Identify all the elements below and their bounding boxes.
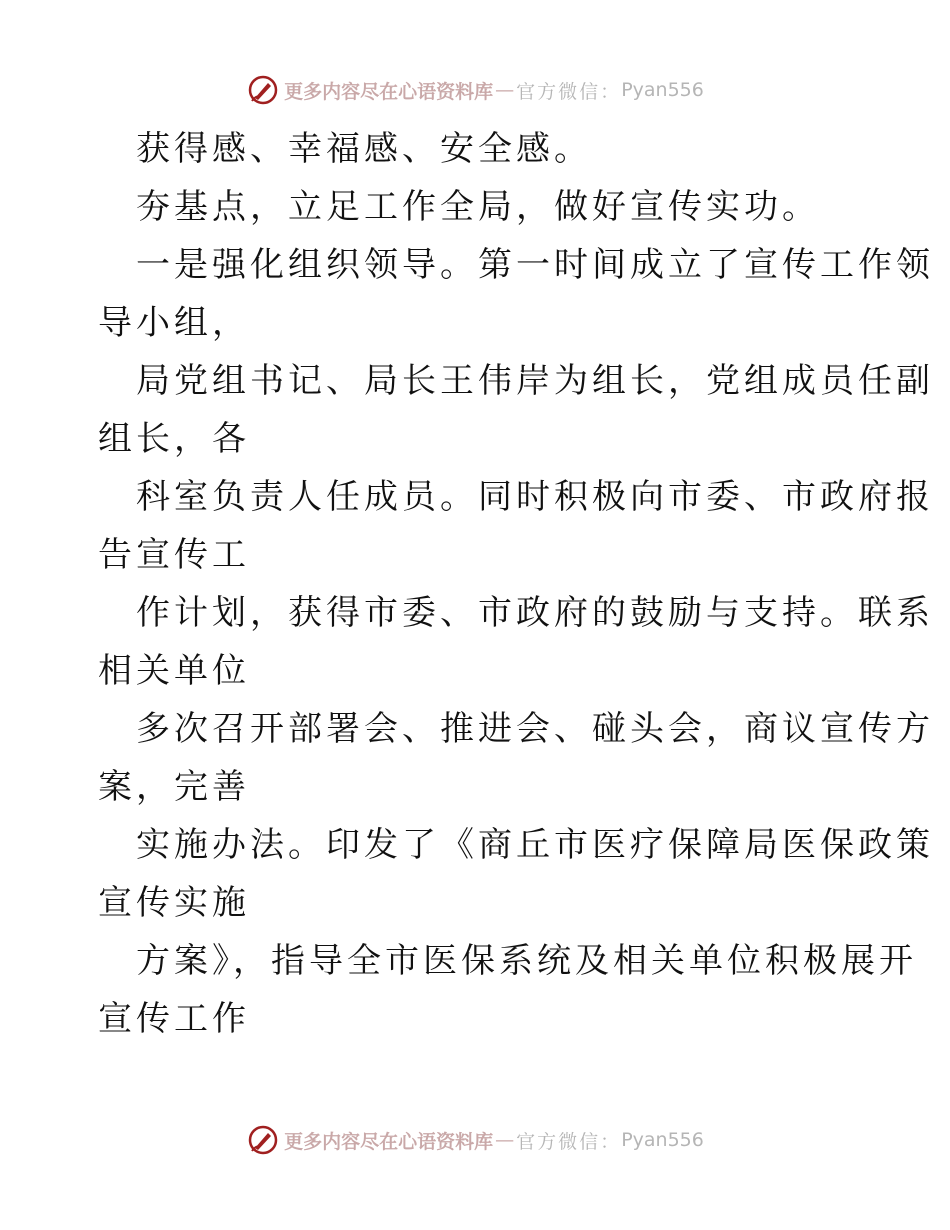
header-watermark: [0, 70, 950, 110]
watermark-dash: —: [495, 79, 515, 101]
document-body: [98, 120, 934, 1048]
paragraph-line: 夯基点，立足工作全局，做好宣传实功。: [136, 187, 820, 227]
paragraph-line: 方案》，指导全市医保系统及相关单位积极展开: [136, 941, 917, 981]
paragraph-line: 组长，各: [98, 419, 250, 459]
paragraph-line: 告宣传工: [98, 535, 250, 575]
watermark-main-text: 更多内容尽在心语资料库: [284, 1130, 494, 1153]
watermark-dash: —: [495, 1129, 515, 1151]
pen-logo-icon: [246, 73, 280, 107]
paragraph-line: 作计划，获得市委、市政府的鼓励与支持。联系: [136, 593, 934, 633]
paragraph-line: 实施办法。印发了《商丘市医疗保障局医保政策: [136, 825, 934, 865]
pen-logo-icon: [246, 1123, 280, 1157]
paragraph-line: 案，完善: [98, 767, 250, 807]
paragraph-line: 宣传工作: [98, 999, 250, 1039]
watermark-sub-text: 官方微信：: [516, 1130, 622, 1153]
watermark-sub-text: 官方微信：: [516, 80, 622, 103]
watermark-main-text: 更多内容尽在心语资料库: [284, 80, 494, 103]
footer-watermark: [0, 1120, 950, 1160]
watermark-wechat-id: Pyan556: [621, 1129, 704, 1151]
paragraph-line: 获得感、幸福感、安全感。: [136, 129, 592, 169]
paragraph-line: 相关单位: [98, 651, 250, 691]
paragraph-line: 一是强化组织领导。第一时间成立了宣传工作领: [136, 245, 934, 285]
paragraph-line: 宣传实施: [98, 883, 250, 923]
paragraph-line: 局党组书记、局长王伟岸为组长，党组成员任副: [136, 361, 934, 401]
watermark-wechat-id: Pyan556: [621, 79, 704, 101]
paragraph-line: 导小组，: [98, 303, 250, 343]
paragraph-line: 科室负责人任成员。同时积极向市委、市政府报: [136, 477, 934, 517]
paragraph-line: 多次召开部署会、推进会、碰头会，商议宣传方: [136, 709, 934, 749]
